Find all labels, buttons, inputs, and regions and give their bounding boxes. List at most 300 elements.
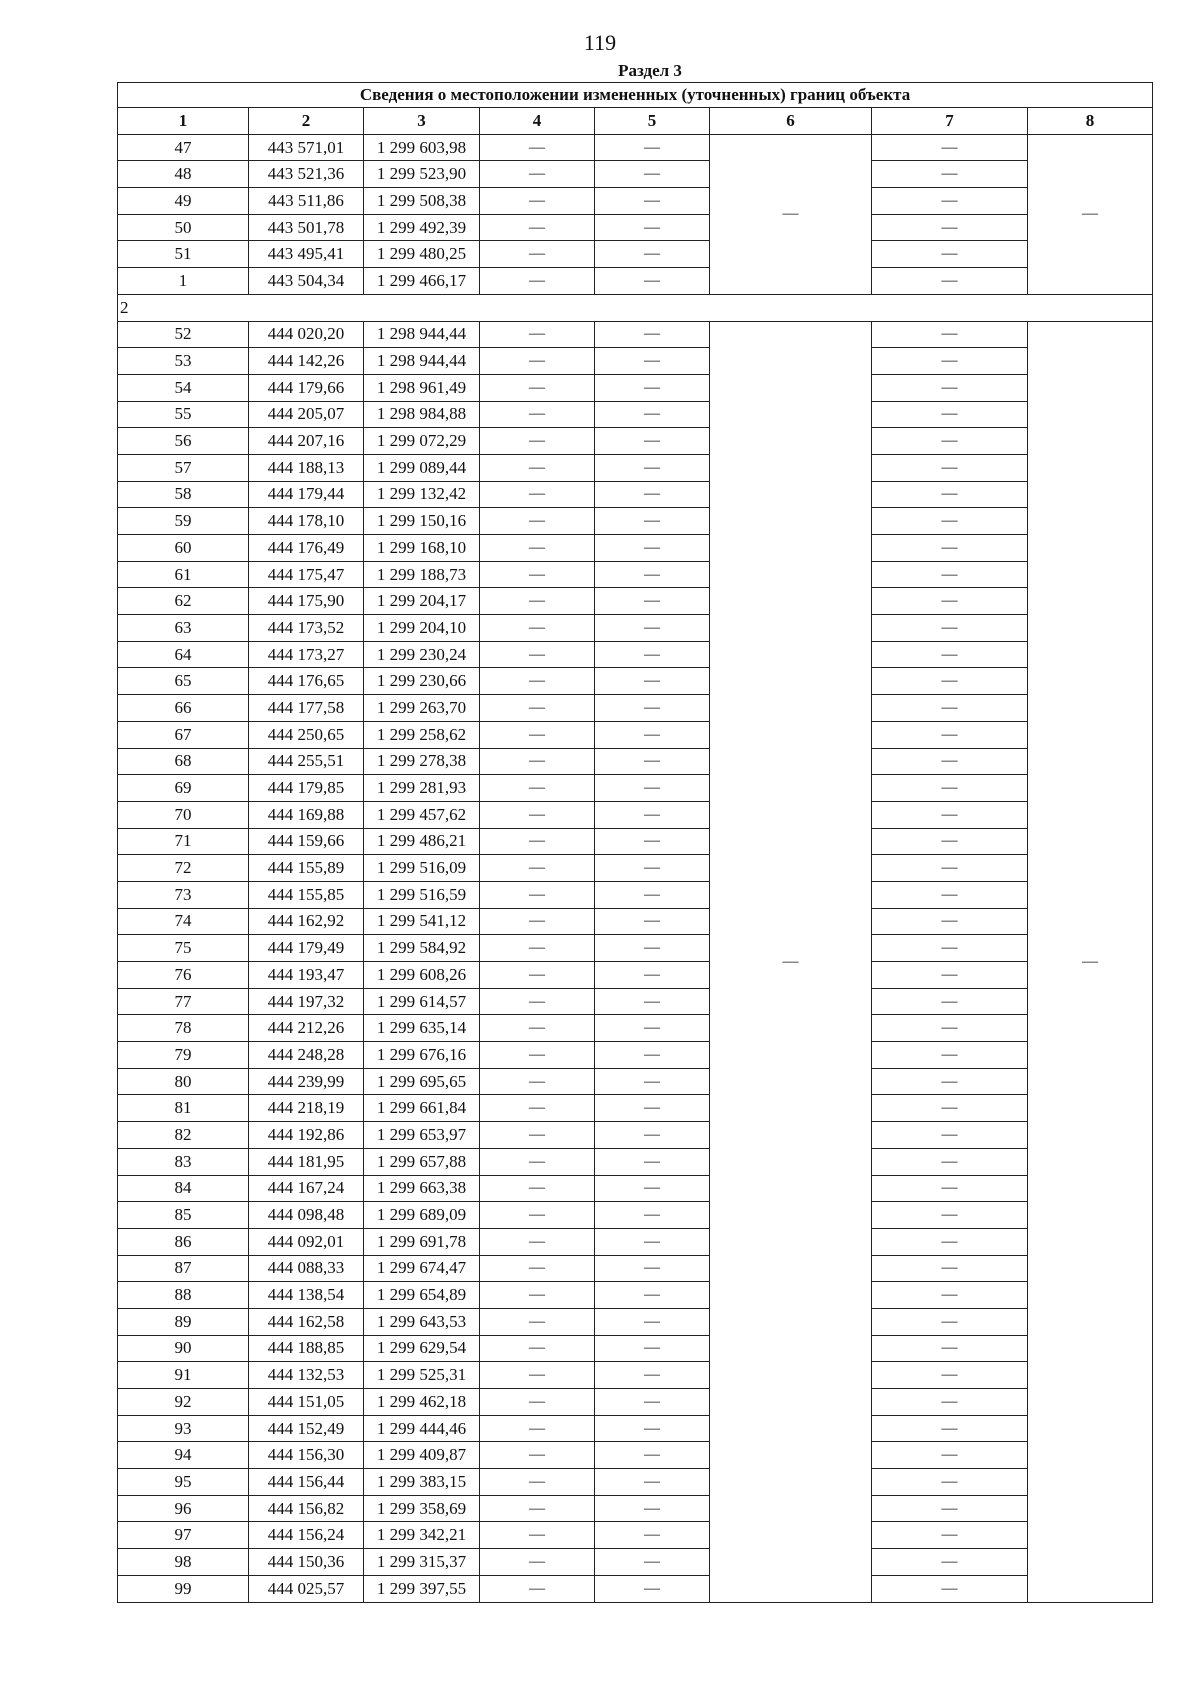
column-7-value: — — [872, 988, 1028, 1015]
column-5-value: — — [595, 1308, 710, 1335]
point-number: 66 — [118, 695, 249, 722]
column-7-value: — — [872, 881, 1028, 908]
coordinate-y: 1 299 629,54 — [364, 1335, 480, 1362]
coordinate-x: 444 173,27 — [249, 641, 364, 668]
table-caption: Сведения о местоположении измененных (уточненных) границ объекта — [118, 83, 1153, 108]
column-5-value: — — [595, 481, 710, 508]
point-number: 90 — [118, 1335, 249, 1362]
table-row — [118, 348, 1153, 375]
table-row — [118, 241, 1153, 268]
column-7-value: — — [872, 1068, 1028, 1095]
column-5-value: — — [595, 1442, 710, 1469]
point-number: 74 — [118, 908, 249, 935]
point-number: 59 — [118, 508, 249, 535]
table-row — [118, 1122, 1153, 1149]
coordinate-x: 444 176,65 — [249, 668, 364, 695]
column-4-value: — — [480, 775, 595, 802]
table-row — [118, 668, 1153, 695]
coordinate-y: 1 299 608,26 — [364, 962, 480, 989]
column-7-value: — — [872, 668, 1028, 695]
coordinate-y: 1 299 397,55 — [364, 1575, 480, 1602]
column-5-value: — — [595, 1095, 710, 1122]
coordinate-y: 1 299 462,18 — [364, 1389, 480, 1416]
column-4-value: — — [480, 348, 595, 375]
column-7-value: — — [872, 1015, 1028, 1042]
table-row — [118, 561, 1153, 588]
column-4-value: — — [480, 268, 595, 295]
coordinate-x: 444 218,19 — [249, 1095, 364, 1122]
column-4-value: — — [480, 454, 595, 481]
coordinate-x: 444 205,07 — [249, 401, 364, 428]
column-7-value: — — [872, 428, 1028, 455]
point-number: 93 — [118, 1415, 249, 1442]
coordinate-y: 1 299 188,73 — [364, 561, 480, 588]
point-number: 68 — [118, 748, 249, 775]
coordinate-x: 444 175,47 — [249, 561, 364, 588]
column-4-value: — — [480, 508, 595, 535]
column-7-value: — — [872, 481, 1028, 508]
column-5-value: — — [595, 374, 710, 401]
point-number: 84 — [118, 1175, 249, 1202]
column-header-2: 2 — [249, 108, 364, 135]
column-7-value: — — [872, 348, 1028, 375]
column-5-value: — — [595, 721, 710, 748]
column-4-value: — — [480, 615, 595, 642]
column-4-value: — — [480, 1308, 595, 1335]
coordinate-x: 444 098,48 — [249, 1202, 364, 1229]
coordinate-x: 444 167,24 — [249, 1175, 364, 1202]
coordinate-x: 444 239,99 — [249, 1068, 364, 1095]
table-row — [118, 801, 1153, 828]
column-5-value: — — [595, 214, 710, 241]
point-number: 92 — [118, 1389, 249, 1416]
column-4-value: — — [480, 561, 595, 588]
table-row — [118, 188, 1153, 215]
coordinate-x: 444 169,88 — [249, 801, 364, 828]
point-number: 71 — [118, 828, 249, 855]
column-5-value: — — [595, 1042, 710, 1069]
column-5-value: — — [595, 454, 710, 481]
column-7-value: — — [872, 1042, 1028, 1069]
column-7-value: — — [872, 1389, 1028, 1416]
point-number: 64 — [118, 641, 249, 668]
table-row — [118, 1015, 1153, 1042]
point-number: 72 — [118, 855, 249, 882]
coordinate-y: 1 299 072,29 — [364, 428, 480, 455]
column-4-value: — — [480, 1148, 595, 1175]
point-number: 54 — [118, 374, 249, 401]
table-row — [118, 935, 1153, 962]
coordinate-y: 1 299 466,17 — [364, 268, 480, 295]
column-4-value: — — [480, 1522, 595, 1549]
table-row — [118, 1175, 1153, 1202]
table-row — [118, 1415, 1153, 1442]
coordinate-y: 1 299 486,21 — [364, 828, 480, 855]
coordinate-y: 1 299 342,21 — [364, 1522, 480, 1549]
coordinate-x: 444 179,49 — [249, 935, 364, 962]
column-5-value: — — [595, 1175, 710, 1202]
column-header-row — [118, 108, 1153, 135]
table-row — [118, 481, 1153, 508]
column-4-value: — — [480, 214, 595, 241]
column-4-value: — — [480, 241, 595, 268]
point-number: 98 — [118, 1549, 249, 1576]
coordinate-x: 444 255,51 — [249, 748, 364, 775]
column-4-value: — — [480, 801, 595, 828]
column-7-value: — — [872, 561, 1028, 588]
coordinate-y: 1 299 689,09 — [364, 1202, 480, 1229]
point-number: 88 — [118, 1282, 249, 1309]
column-7-value: — — [872, 214, 1028, 241]
column-4-value: — — [480, 428, 595, 455]
coordinate-x: 443 495,41 — [249, 241, 364, 268]
coordinate-x: 444 155,85 — [249, 881, 364, 908]
table-row — [118, 1308, 1153, 1335]
coordinate-y: 1 299 278,38 — [364, 748, 480, 775]
point-number: 49 — [118, 188, 249, 215]
table-row — [118, 1495, 1153, 1522]
column-4-value: — — [480, 134, 595, 161]
coordinate-x: 444 188,13 — [249, 454, 364, 481]
point-number: 73 — [118, 881, 249, 908]
coordinate-y: 1 299 230,66 — [364, 668, 480, 695]
column-7-value: — — [872, 695, 1028, 722]
coordinate-y: 1 299 258,62 — [364, 721, 480, 748]
point-number: 55 — [118, 401, 249, 428]
coordinate-x: 444 152,49 — [249, 1415, 364, 1442]
column-5-value: — — [595, 641, 710, 668]
point-number: 89 — [118, 1308, 249, 1335]
column-5-value: — — [595, 855, 710, 882]
point-number: 77 — [118, 988, 249, 1015]
point-number: 61 — [118, 561, 249, 588]
column-4-value: — — [480, 962, 595, 989]
column-5-value: — — [595, 615, 710, 642]
column-header-6: 6 — [710, 108, 872, 135]
column-7-value: — — [872, 161, 1028, 188]
point-number: 60 — [118, 535, 249, 562]
column-4-value: — — [480, 1549, 595, 1576]
table-caption-row — [118, 83, 1153, 108]
column-5-value: — — [595, 1415, 710, 1442]
column-5-value: — — [595, 1122, 710, 1149]
coordinate-x: 444 132,53 — [249, 1362, 364, 1389]
coordinate-y: 1 299 661,84 — [364, 1095, 480, 1122]
coordinate-x: 444 159,66 — [249, 828, 364, 855]
coordinate-y: 1 299 089,44 — [364, 454, 480, 481]
coordinate-x: 444 178,10 — [249, 508, 364, 535]
point-number: 47 — [118, 134, 249, 161]
column-5-value: — — [595, 1282, 710, 1309]
column-7-value: — — [872, 1442, 1028, 1469]
column-7-value: — — [872, 1202, 1028, 1229]
coordinate-x: 444 156,24 — [249, 1522, 364, 1549]
column-5-value: — — [595, 401, 710, 428]
column-6-value: — — [710, 134, 872, 294]
column-5-value: — — [595, 241, 710, 268]
column-4-value: — — [480, 535, 595, 562]
coordinate-y: 1 299 315,37 — [364, 1549, 480, 1576]
coordinate-y: 1 299 643,53 — [364, 1308, 480, 1335]
table-row — [118, 1469, 1153, 1496]
point-number: 99 — [118, 1575, 249, 1602]
column-4-value: — — [480, 748, 595, 775]
column-5-value: — — [595, 908, 710, 935]
column-7-value: — — [872, 908, 1028, 935]
column-4-value: — — [480, 1042, 595, 1069]
column-5-value: — — [595, 348, 710, 375]
column-4-value: — — [480, 1575, 595, 1602]
column-7-value: — — [872, 374, 1028, 401]
table-row — [118, 775, 1153, 802]
column-7-value: — — [872, 1495, 1028, 1522]
table-row — [118, 641, 1153, 668]
coordinate-x: 444 150,36 — [249, 1549, 364, 1576]
coordinate-y: 1 299 654,89 — [364, 1282, 480, 1309]
coordinate-x: 443 571,01 — [249, 134, 364, 161]
coordinate-y: 1 299 674,47 — [364, 1255, 480, 1282]
column-7-value: — — [872, 748, 1028, 775]
column-7-value: — — [872, 801, 1028, 828]
point-number: 91 — [118, 1362, 249, 1389]
point-number: 56 — [118, 428, 249, 455]
column-7-value: — — [872, 1549, 1028, 1576]
column-7-value: — — [872, 1148, 1028, 1175]
coordinate-x: 444 193,47 — [249, 962, 364, 989]
column-5-value: — — [595, 1495, 710, 1522]
coordinate-y: 1 299 492,39 — [364, 214, 480, 241]
coordinate-x: 444 177,58 — [249, 695, 364, 722]
point-number: 94 — [118, 1442, 249, 1469]
table-row — [118, 1549, 1153, 1576]
coordinate-x: 444 248,28 — [249, 1042, 364, 1069]
column-7-value: — — [872, 1282, 1028, 1309]
column-5-value: — — [595, 268, 710, 295]
coordinate-x: 444 092,01 — [249, 1228, 364, 1255]
point-number: 85 — [118, 1202, 249, 1229]
column-4-value: — — [480, 988, 595, 1015]
column-7-value: — — [872, 828, 1028, 855]
column-4-value: — — [480, 481, 595, 508]
point-number: 81 — [118, 1095, 249, 1122]
column-4-value: — — [480, 161, 595, 188]
column-7-value: — — [872, 855, 1028, 882]
point-number: 58 — [118, 481, 249, 508]
coordinate-x: 444 175,90 — [249, 588, 364, 615]
point-number: 79 — [118, 1042, 249, 1069]
coordinate-x: 444 179,44 — [249, 481, 364, 508]
point-number: 65 — [118, 668, 249, 695]
column-4-value: — — [480, 1015, 595, 1042]
coordinate-x: 444 156,82 — [249, 1495, 364, 1522]
point-number: 86 — [118, 1228, 249, 1255]
table-row — [118, 161, 1153, 188]
column-header-8: 8 — [1028, 108, 1153, 135]
group-label: 2 — [118, 294, 1153, 321]
point-number: 48 — [118, 161, 249, 188]
coordinate-y: 1 298 961,49 — [364, 374, 480, 401]
column-4-value: — — [480, 1469, 595, 1496]
column-5-value: — — [595, 535, 710, 562]
column-7-value: — — [872, 1095, 1028, 1122]
column-7-value: — — [872, 1469, 1028, 1496]
coordinate-x: 444 088,33 — [249, 1255, 364, 1282]
coordinate-x: 444 162,58 — [249, 1308, 364, 1335]
coordinate-x: 444 151,05 — [249, 1389, 364, 1416]
coordinate-x: 444 197,32 — [249, 988, 364, 1015]
column-4-value: — — [480, 668, 595, 695]
coordinate-y: 1 299 204,10 — [364, 615, 480, 642]
point-number: 78 — [118, 1015, 249, 1042]
column-5-value: — — [595, 1015, 710, 1042]
column-5-value: — — [595, 134, 710, 161]
column-7-value: — — [872, 1308, 1028, 1335]
column-5-value: — — [595, 935, 710, 962]
coordinate-x: 444 176,49 — [249, 535, 364, 562]
table-row — [118, 962, 1153, 989]
column-7-value: — — [872, 721, 1028, 748]
column-4-value: — — [480, 1068, 595, 1095]
point-number: 95 — [118, 1469, 249, 1496]
table-row — [118, 748, 1153, 775]
column-5-value: — — [595, 1335, 710, 1362]
page-number: 119 — [583, 30, 617, 55]
column-7-value: — — [872, 321, 1028, 348]
column-7-value: — — [872, 1175, 1028, 1202]
coordinate-x: 443 521,36 — [249, 161, 364, 188]
column-4-value: — — [480, 1495, 595, 1522]
column-5-value: — — [595, 1255, 710, 1282]
column-4-value: — — [480, 1389, 595, 1416]
coordinate-y: 1 299 263,70 — [364, 695, 480, 722]
coordinate-y: 1 299 409,87 — [364, 1442, 480, 1469]
column-4-value: — — [480, 908, 595, 935]
point-number: 80 — [118, 1068, 249, 1095]
coordinate-y: 1 298 944,44 — [364, 321, 480, 348]
coordinate-x: 444 250,65 — [249, 721, 364, 748]
coordinate-y: 1 299 691,78 — [364, 1228, 480, 1255]
column-5-value: — — [595, 161, 710, 188]
column-7-value: — — [872, 134, 1028, 161]
column-4-value: — — [480, 188, 595, 215]
column-7-value: — — [872, 1335, 1028, 1362]
column-5-value: — — [595, 588, 710, 615]
column-7-value: — — [872, 401, 1028, 428]
column-5-value: — — [595, 668, 710, 695]
point-number: 53 — [118, 348, 249, 375]
column-7-value: — — [872, 1122, 1028, 1149]
coordinate-y: 1 299 516,59 — [364, 881, 480, 908]
column-4-value: — — [480, 1415, 595, 1442]
table-row — [118, 401, 1153, 428]
column-5-value: — — [595, 1148, 710, 1175]
column-4-value: — — [480, 855, 595, 882]
coordinate-y: 1 299 653,97 — [364, 1122, 480, 1149]
point-number: 83 — [118, 1148, 249, 1175]
coordinate-x: 444 188,85 — [249, 1335, 364, 1362]
coordinate-x: 444 181,95 — [249, 1148, 364, 1175]
coordinate-x: 444 212,26 — [249, 1015, 364, 1042]
coordinate-y: 1 299 523,90 — [364, 161, 480, 188]
table-row — [118, 721, 1153, 748]
column-4-value: — — [480, 1202, 595, 1229]
column-7-value: — — [872, 454, 1028, 481]
coordinate-y: 1 299 204,17 — [364, 588, 480, 615]
column-5-value: — — [595, 775, 710, 802]
column-7-value: — — [872, 1575, 1028, 1602]
column-4-value: — — [480, 321, 595, 348]
column-7-value: — — [872, 1255, 1028, 1282]
coordinate-x: 444 156,44 — [249, 1469, 364, 1496]
section-title: Раздел 3 — [618, 61, 682, 80]
column-4-value: — — [480, 1255, 595, 1282]
coordinate-x: 444 192,86 — [249, 1122, 364, 1149]
coordinate-y: 1 298 944,44 — [364, 348, 480, 375]
point-number: 96 — [118, 1495, 249, 1522]
point-number: 97 — [118, 1522, 249, 1549]
point-number: 67 — [118, 721, 249, 748]
coordinate-y: 1 299 676,16 — [364, 1042, 480, 1069]
column-7-value: — — [872, 1522, 1028, 1549]
coordinate-y: 1 299 230,24 — [364, 641, 480, 668]
table-row — [118, 1282, 1153, 1309]
coordinate-y: 1 299 584,92 — [364, 935, 480, 962]
coordinate-x: 444 173,52 — [249, 615, 364, 642]
column-5-value: — — [595, 1469, 710, 1496]
coordinate-x: 444 179,66 — [249, 374, 364, 401]
column-7-value: — — [872, 241, 1028, 268]
table-row — [118, 1442, 1153, 1469]
coordinate-y: 1 299 168,10 — [364, 535, 480, 562]
table-row — [118, 454, 1153, 481]
column-8-value: — — [1028, 134, 1153, 294]
coordinate-y: 1 299 695,65 — [364, 1068, 480, 1095]
column-4-value: — — [480, 935, 595, 962]
coordinate-y: 1 299 516,09 — [364, 855, 480, 882]
column-4-value: — — [480, 721, 595, 748]
point-number: 75 — [118, 935, 249, 962]
table-row — [118, 1042, 1153, 1069]
column-7-value: — — [872, 962, 1028, 989]
table-row — [118, 1228, 1153, 1255]
column-7-value: — — [872, 268, 1028, 295]
column-header-3: 3 — [364, 108, 480, 135]
column-5-value: — — [595, 1068, 710, 1095]
coordinate-x: 444 179,85 — [249, 775, 364, 802]
group-label-row — [118, 294, 1153, 321]
column-4-value: — — [480, 1282, 595, 1309]
column-5-value: — — [595, 1549, 710, 1576]
table-row — [118, 1148, 1153, 1175]
coordinate-x: 444 025,57 — [249, 1575, 364, 1602]
coordinate-x: 444 142,26 — [249, 348, 364, 375]
column-7-value: — — [872, 935, 1028, 962]
point-number: 63 — [118, 615, 249, 642]
column-4-value: — — [480, 1442, 595, 1469]
table-row — [118, 908, 1153, 935]
table-row — [118, 214, 1153, 241]
column-4-value: — — [480, 641, 595, 668]
table-row — [118, 1202, 1153, 1229]
column-4-value: — — [480, 828, 595, 855]
coordinate-y: 1 299 525,31 — [364, 1362, 480, 1389]
point-number: 82 — [118, 1122, 249, 1149]
coordinate-x: 444 162,92 — [249, 908, 364, 935]
column-8-value: — — [1028, 321, 1153, 1602]
table-row — [118, 134, 1153, 161]
coordinate-y: 1 299 663,38 — [364, 1175, 480, 1202]
table-row — [118, 1362, 1153, 1389]
